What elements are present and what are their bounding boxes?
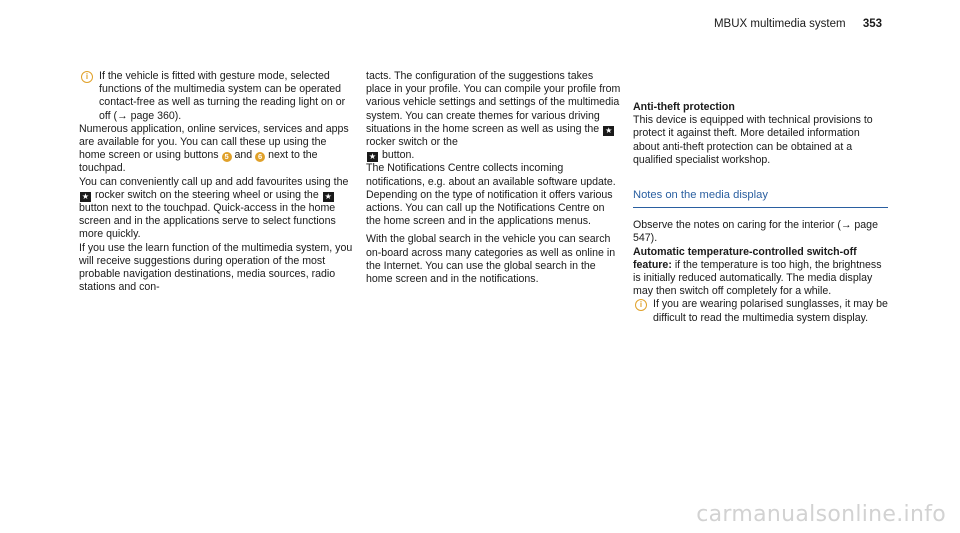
auto-switch-off-text: if the temperature is too high, the brightness is initially reduced automatically. The media display may then switch off completely for a while. [633, 258, 882, 298]
column-left [79, 70, 354, 294]
paragraph-auto-switch-off [633, 246, 888, 299]
themes-text-c: button. [381, 149, 415, 162]
paragraph-observe-notes: Observe the notes on caring for the interior (→ page 547). [633, 219, 878, 245]
watermark: carmanualsonline.info [696, 502, 946, 527]
button-5-badge: 5 [222, 152, 232, 162]
star-button-icon: ★ [605, 125, 613, 135]
favourites-text-a: You can conveniently call up and add favourites using the [79, 175, 349, 188]
info-icon: i [81, 71, 93, 83]
services-text: Numerous application, online services, services and apps are available for you. You can call these up using the home screen or using buttons [79, 122, 349, 162]
info-icon: i [635, 299, 647, 311]
favourites-text-b: rocker switch on the steering wheel or using the [94, 188, 319, 201]
page-number: 353 [862, 18, 882, 30]
note-gesture-text: If the vehicle is fitted with gesture mode, selected functions of the multimedia system can be operated contact-free as well as turning the reading light on or off (→ page 360). [99, 70, 346, 122]
paragraph-themes [366, 70, 621, 162]
paragraph-global-search: With the global search in the vehicle you can search on-board across many categories as well as online in the Internet. You can use the global search in the home screen and in the notifications. [366, 233, 616, 286]
column-middle [366, 70, 621, 286]
touchpad-text: next to the touchpad. [79, 149, 318, 175]
anti-theft-text: This device is equipped with technical provisions to protect it against theft. More detailed information about anti-theft protection can be obtained at a qualified specialist workshop. [633, 114, 873, 166]
paragraph-notifications: The Notifications Centre collects incoming notifications, e.g. about an available software update. Depending on the type of notification it offers various actions. You can call up the Notifications Centre on the home screen and in the applications menus. [366, 162, 616, 228]
note-sunglasses-text: If you are wearing polarised sunglasses, it may be difficult to read the multimedia system display. [653, 298, 888, 324]
themes-text-b: rocker switch or the [366, 136, 458, 149]
paragraph-favourites [79, 176, 354, 242]
section-title-media-display: Notes on the media display [633, 189, 888, 208]
and-text: and [234, 149, 253, 162]
favourites-text-c: button next to the touchpad. Quick-access in the home screen and in the applications serve to select functions more quickly. [79, 202, 336, 241]
button-6-badge: 6 [255, 152, 265, 162]
auto-switch-off-title: Automatic temperature-controlled switch-off feature: [633, 245, 857, 271]
paragraph-learn-function: If you use the learn function of the multimedia system, you will receive suggestions during operation of the most probable navigation destinations, media sources, radio stations and con- [79, 241, 353, 294]
page-header [714, 18, 882, 30]
themes-text-a: tacts. The configuration of the suggestions takes place in your profile. You can compile your profile from various vehicle settings and settings of the multimedia system. You can create themes for various driving situations in the home screen as well as using the [366, 70, 621, 135]
info-note-sunglasses [633, 298, 888, 324]
star-button-icon: ★ [81, 191, 90, 201]
column-right [633, 101, 888, 325]
star-button-icon: ★ [324, 191, 332, 201]
star-button-icon: ★ [368, 152, 377, 162]
info-note-gesture [79, 70, 354, 123]
anti-theft-title: Anti-theft protection [633, 101, 735, 113]
header-title: MBUX multimedia system [713, 18, 846, 30]
paragraph-services [79, 123, 354, 176]
